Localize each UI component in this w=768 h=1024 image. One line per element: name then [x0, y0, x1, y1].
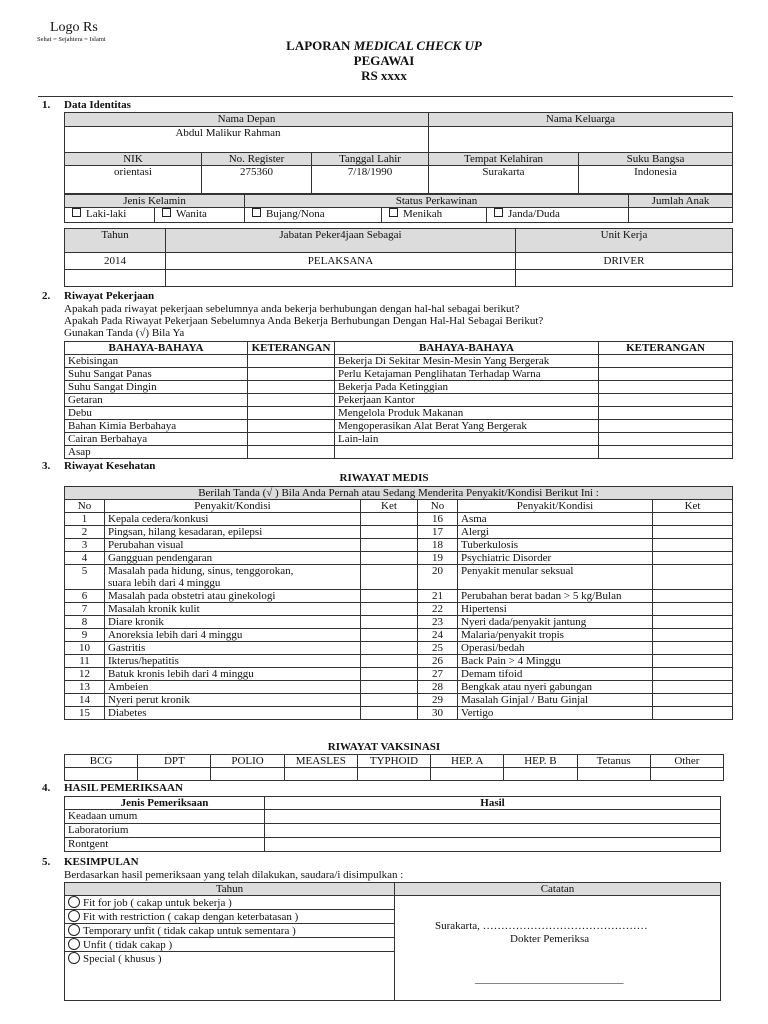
hazard-left-keterangan[interactable] [248, 420, 335, 433]
label-nik: NIK [65, 153, 202, 166]
condition-ket[interactable] [653, 668, 733, 681]
header-tahun: Tahun [65, 883, 395, 896]
table-row [65, 824, 721, 838]
condition-name [105, 590, 361, 603]
condition-no: 16 [418, 513, 458, 526]
medical-history-title: RIWAYAT MEDIS [339, 472, 429, 484]
hazard-right-keterangan[interactable] [599, 381, 733, 394]
condition-ket[interactable] [653, 513, 733, 526]
hazard-left-keterangan[interactable] [248, 407, 335, 420]
condition-name: Tuberkulosis [458, 539, 653, 552]
identity-status-table [64, 194, 733, 223]
hazard-right-item: Bekerja Di Sekitar Mesin-Mesin Yang Bergerak [335, 355, 599, 368]
condition-no: 6 [65, 590, 105, 603]
condition-name [105, 603, 361, 616]
hazard-right-item: Mengelola Produk Makanan [335, 407, 599, 420]
hazard-right-item: Pekerjaan Kantor [335, 394, 599, 407]
table-row [65, 552, 733, 565]
condition-no: 15 [65, 707, 105, 720]
title-plain: LAPORAN [286, 38, 354, 53]
hazard-left-item: Debu [65, 407, 248, 420]
condition-name: Bengkak atau nyeri gabungan [458, 681, 653, 694]
header-hasil: Hasil [265, 797, 721, 810]
value-tanggal-lahir[interactable]: 7/18/1990 [312, 166, 429, 194]
vaccination-title: RIWAYAT VAKSINASI [327, 741, 441, 753]
condition-ket[interactable] [361, 590, 418, 603]
hazard-right-keterangan[interactable] [599, 355, 733, 368]
hazard-left-item: Cairan Berbahaya [65, 433, 248, 446]
condition-ket[interactable] [361, 629, 418, 642]
condition-name-line: Diabetes [108, 707, 147, 719]
label-tempat-kelahiran: Tempat Kelahiran [429, 153, 579, 166]
identity-detail-table [64, 152, 733, 194]
table-row [65, 368, 733, 381]
vaccination-table [64, 754, 724, 781]
vaccine-name: TYPHOID [357, 755, 430, 768]
condition-ket[interactable] [653, 629, 733, 642]
condition-no: 22 [418, 603, 458, 616]
report-title [0, 38, 768, 54]
condition-no: 3 [65, 539, 105, 552]
condition-ket[interactable] [653, 552, 733, 565]
exam-result[interactable] [265, 810, 721, 824]
option-menikah[interactable] [382, 208, 487, 223]
vaccine-name: HEP. A [431, 755, 504, 768]
option-label: Wanita [176, 208, 207, 220]
value-suku-bangsa[interactable]: Indonesia [579, 166, 733, 194]
table-row [65, 446, 733, 459]
table-row [65, 407, 733, 420]
exam-result[interactable] [265, 824, 721, 838]
condition-name-line: Masalah pada hidung, sinus, tenggorokan, [108, 565, 294, 577]
condition-no: 20 [418, 565, 458, 590]
condition-name-line: Batuk kronis lebih dari 4 minggu [108, 668, 254, 680]
hazard-right-item: Mengoperasikan Alat Berat Yang Bergerak [335, 420, 599, 433]
vaccine-name: Other [650, 755, 723, 768]
option-label: Bujang/Nona [266, 208, 325, 220]
section-title: Data Identitas [64, 99, 131, 111]
label-no-register: No. Register [202, 153, 312, 166]
vaccine-value[interactable] [650, 768, 723, 781]
value-jabatan[interactable]: PELAKSANA [166, 253, 516, 270]
condition-ket[interactable] [653, 603, 733, 616]
hazard-left-item: Asap [65, 446, 248, 459]
condition-ket[interactable] [653, 681, 733, 694]
header-no-left: No [65, 500, 105, 513]
condition-name: Operasi/bedah [458, 642, 653, 655]
value-jumlah-anak[interactable] [629, 208, 733, 223]
hazard-left-item: Getaran [65, 394, 248, 407]
condition-no: 19 [418, 552, 458, 565]
condition-name-line: Anoreksia lebih dari 4 minggu [108, 629, 243, 641]
header-penyakit-right: Penyakit/Kondisi [458, 500, 653, 513]
condition-no: 12 [65, 668, 105, 681]
condition-name-line: Kepala cedera/konkusi [108, 513, 209, 525]
condition-ket[interactable] [361, 616, 418, 629]
condition-name [105, 681, 361, 694]
table-row [65, 590, 733, 603]
condition-no: 27 [418, 668, 458, 681]
vaccine-name: POLIO [211, 755, 284, 768]
condition-ket[interactable] [361, 642, 418, 655]
hazard-right-keterangan[interactable] [599, 433, 733, 446]
condition-name: Nyeri dada/penyakit jantung [458, 616, 653, 629]
table-row [65, 513, 733, 526]
radio-circle[interactable] [68, 952, 80, 964]
condition-no: 23 [418, 616, 458, 629]
condition-ket[interactable] [361, 539, 418, 552]
hospital-name: RS xxxx [361, 68, 407, 83]
condition-ket[interactable] [653, 539, 733, 552]
condition-name: Hipertensi [458, 603, 653, 616]
condition-name-line: Diare kronik [108, 616, 164, 628]
instruction-check: Gunakan Tanda (√) Bila Ya [64, 327, 185, 339]
condition-ket[interactable] [361, 565, 418, 590]
value-jabatan-2[interactable] [166, 270, 516, 287]
hazard-left-item: Kebisingan [65, 355, 248, 368]
hazard-right-item: Lain-lain [335, 433, 599, 446]
condition-name: Demam tifoid [458, 668, 653, 681]
hazard-right-item: Perlu Ketajaman Penglihatan Terhadap Warna [335, 368, 599, 381]
label-tahun: Tahun [65, 229, 166, 253]
condition-name: Penyakit menular seksual [458, 565, 653, 590]
table-row [65, 603, 733, 616]
table-row [65, 394, 733, 407]
section-title: Riwayat Pekerjaan [64, 290, 155, 302]
vaccine-value[interactable] [504, 768, 577, 781]
condition-name [105, 668, 361, 681]
option-label: Fit with restriction ( cakap dengan keterbatasan ) [83, 911, 299, 923]
radio-circle[interactable] [68, 910, 80, 922]
value-unit-kerja[interactable]: DRIVER [516, 253, 733, 270]
condition-name [105, 513, 361, 526]
condition-name-line: Perubahan visual [108, 539, 184, 551]
table-row [65, 694, 733, 707]
checkbox[interactable] [162, 208, 171, 217]
exam-result-table [64, 796, 721, 852]
condition-name-line: Pingsan, hilang kesadaran, epilepsi [108, 526, 263, 538]
vaccine-value[interactable] [577, 768, 650, 781]
label-suku-bangsa: Suku Bangsa [579, 153, 733, 166]
section-title: KESIMPULAN [64, 856, 139, 868]
condition-no: 21 [418, 590, 458, 603]
condition-name: Psychiatric Disorder [458, 552, 653, 565]
condition-no: 5 [65, 565, 105, 590]
conclusion-option[interactable] [65, 924, 394, 938]
checkbox[interactable] [494, 208, 503, 217]
condition-name [105, 642, 361, 655]
hospital-logo: Logo Rs [50, 20, 98, 35]
condition-ket[interactable] [361, 707, 418, 720]
condition-no: 10 [65, 642, 105, 655]
section-number: 1. [42, 99, 51, 111]
table-row [65, 838, 721, 852]
label-nama-keluarga: Nama Keluarga [429, 113, 733, 127]
header-penyakit-left: Penyakit/Kondisi [105, 500, 361, 513]
vaccine-value[interactable] [357, 768, 430, 781]
header-ket-left: Ket [361, 500, 418, 513]
header-keterangan-right: KETERANGAN [599, 342, 733, 355]
vaccine-value[interactable] [211, 768, 284, 781]
vaccine-name: BCG [65, 755, 138, 768]
checkbox[interactable] [72, 208, 81, 217]
condition-name-line: Masalah pada obstetri atau ginekologi [108, 590, 276, 602]
condition-name [105, 616, 361, 629]
table-row [65, 539, 733, 552]
hazard-left-item: Suhu Sangat Panas [65, 368, 248, 381]
signature-line: ___________________________ [475, 973, 624, 985]
hazard-left-keterangan[interactable] [248, 394, 335, 407]
section-number: 3. [42, 460, 51, 472]
value-tempat-kelahiran[interactable]: Surakarta [429, 166, 579, 194]
table-row [65, 433, 733, 446]
header-catatan: Catatan [395, 883, 721, 896]
condition-ket[interactable] [361, 668, 418, 681]
header-keterangan-left: KETERANGAN [248, 342, 335, 355]
condition-name-line: Gangguan pendengaran [108, 552, 213, 564]
section-number: 4. [42, 782, 51, 794]
doctor-label: Dokter Pemeriksa [510, 933, 590, 945]
condition-name: Alergi [458, 526, 653, 539]
exam-type: Laboratorium [65, 824, 265, 838]
condition-ket[interactable] [653, 642, 733, 655]
value-tahun[interactable]: 2014 [65, 253, 166, 270]
hazard-right-keterangan[interactable] [599, 446, 733, 459]
question-2: Apakah Pada Riwayat Pekerjaan Sebelumnya Anda Bekerja Berhubungan Dengan Hal-Hal Sebagai Berikut? [64, 315, 544, 327]
vaccine-name: Tetanus [577, 755, 650, 768]
vaccine-value[interactable] [138, 768, 211, 781]
table-row [65, 565, 733, 590]
header-jenis-pemeriksaan: Jenis Pemeriksaan [65, 797, 265, 810]
vaccine-value[interactable] [431, 768, 504, 781]
header-bahaya-right: BAHAYA-BAHAYA [335, 342, 599, 355]
condition-name [105, 694, 361, 707]
hazard-left-keterangan[interactable] [248, 355, 335, 368]
section-number: 2. [42, 290, 51, 302]
radio-circle[interactable] [68, 896, 80, 908]
condition-no: 29 [418, 694, 458, 707]
vaccine-name: DPT [138, 755, 211, 768]
condition-ket[interactable] [653, 526, 733, 539]
condition-ket[interactable] [361, 526, 418, 539]
exam-type: Rontgent [65, 838, 265, 852]
table-row [65, 629, 733, 642]
radio-circle[interactable] [68, 924, 80, 936]
value-tahun-2[interactable] [65, 270, 166, 287]
condition-no: 26 [418, 655, 458, 668]
condition-no: 9 [65, 629, 105, 642]
header-ket-right: Ket [653, 500, 733, 513]
condition-name: Malaria/penyakit tropis [458, 629, 653, 642]
condition-name-line: Gastritis [108, 642, 146, 654]
hazard-left-item: Suhu Sangat Dingin [65, 381, 248, 394]
medical-instruction: Berilah Tanda (√ ) Bila Anda Pernah atau Sedang Menderita Penyakit/Kondisi Berikut Ini : [65, 487, 733, 500]
condition-ket[interactable] [653, 707, 733, 720]
label-jenis-kelamin: Jenis Kelamin [65, 195, 245, 208]
table-row [65, 526, 733, 539]
condition-ket[interactable] [653, 694, 733, 707]
identity-job-table [64, 228, 733, 287]
identity-name-table [64, 112, 733, 153]
condition-name-line: Ikterus/hepatitis [108, 655, 179, 667]
condition-no: 7 [65, 603, 105, 616]
table-row [65, 381, 733, 394]
question-1: Apakah pada riwayat pekerjaan sebelumnya anda bekerja berhubungan dengan hal-hal sebagai berikut? [64, 303, 520, 315]
option-label: Special ( khusus ) [83, 953, 162, 965]
condition-name [105, 526, 361, 539]
option-label: Temporary unfit ( tidak cakap untuk sementara ) [83, 925, 296, 937]
condition-name: Masalah Ginjal / Batu Ginjal [458, 694, 653, 707]
label-jabatan: Jabatan Peker4jaan Sebagai [166, 229, 516, 253]
condition-ket[interactable] [653, 655, 733, 668]
hazard-right-item [335, 446, 599, 459]
condition-ket[interactable] [653, 590, 733, 603]
label-jumlah-anak: Jumlah Anak [629, 195, 733, 208]
place-date-line: Surakarta, ……………………………………… [435, 920, 648, 932]
condition-no: 1 [65, 513, 105, 526]
vaccine-name: MEASLES [284, 755, 357, 768]
value-nama-keluarga[interactable] [429, 127, 733, 153]
title-italic: MEDICAL CHECK UP [353, 38, 482, 53]
condition-ket[interactable] [361, 552, 418, 565]
condition-no: 4 [65, 552, 105, 565]
condition-ket[interactable] [361, 655, 418, 668]
table-row [65, 681, 733, 694]
condition-name [105, 539, 361, 552]
radio-circle[interactable] [68, 938, 80, 950]
hazard-right-keterangan[interactable] [599, 368, 733, 381]
label-status-perkawinan: Status Perkawinan [245, 195, 629, 208]
condition-no: 28 [418, 681, 458, 694]
exam-result[interactable] [265, 838, 721, 852]
condition-name: Asma [458, 513, 653, 526]
label-tanggal-lahir: Tanggal Lahir [312, 153, 429, 166]
condition-no: 25 [418, 642, 458, 655]
conclusion-option[interactable] [65, 910, 394, 924]
vaccine-name: HEP. B [504, 755, 577, 768]
medical-history-table [64, 486, 733, 720]
hospital-tagline: Sehat = Sejahtera = Islami [37, 36, 106, 43]
table-row [65, 810, 721, 824]
option-label: Menikah [403, 208, 443, 220]
option-label: Unfit ( tidak cakap ) [83, 939, 173, 951]
condition-name [105, 552, 361, 565]
value-nama-depan[interactable]: Abdul Malikur Rahman [65, 127, 429, 153]
condition-no: 24 [418, 629, 458, 642]
checkbox[interactable] [252, 208, 261, 217]
option-bujang[interactable] [245, 208, 382, 223]
hazard-right-keterangan[interactable] [599, 407, 733, 420]
conclusion-option[interactable] [65, 938, 394, 952]
condition-no: 8 [65, 616, 105, 629]
conclusion-option[interactable] [65, 896, 394, 910]
vaccine-value[interactable] [284, 768, 357, 781]
condition-no: 14 [65, 694, 105, 707]
checkbox[interactable] [389, 208, 398, 217]
condition-no: 30 [418, 707, 458, 720]
condition-name-line: Nyeri perut kronik [108, 694, 190, 706]
section-title: Riwayat Kesehatan [64, 460, 156, 472]
hazard-left-keterangan[interactable] [248, 368, 335, 381]
table-row [65, 420, 733, 433]
condition-name: Back Pain > 4 Minggu [458, 655, 653, 668]
hazard-right-keterangan[interactable] [599, 420, 733, 433]
condition-ket[interactable] [361, 694, 418, 707]
label-nama-depan: Nama Depan [65, 113, 429, 127]
conclusion-intro: Berdasarkan hasil pemeriksaan yang telah dilakukan, saudara/i disimpulkan : [64, 869, 404, 881]
condition-ket[interactable] [361, 513, 418, 526]
header-bahaya-left: BAHAYA-BAHAYA [65, 342, 248, 355]
condition-name-line: Masalah kronik kulit [108, 603, 200, 615]
conclusion-notes[interactable] [395, 896, 721, 1001]
conclusion-option[interactable] [65, 952, 394, 965]
vaccine-value[interactable] [65, 768, 138, 781]
value-no-register[interactable]: 275360 [202, 166, 312, 194]
value-unit-kerja-2[interactable] [516, 270, 733, 287]
option-janda[interactable] [487, 208, 629, 223]
condition-name [105, 707, 361, 720]
condition-no: 13 [65, 681, 105, 694]
condition-name-line: Ambeien [108, 681, 149, 693]
option-wanita[interactable] [155, 208, 245, 223]
table-row [65, 655, 733, 668]
label-unit-kerja: Unit Kerja [516, 229, 733, 253]
hazard-left-item: Bahan Kimia Berbahaya [65, 420, 248, 433]
table-row [65, 668, 733, 681]
condition-name [105, 565, 361, 590]
option-laki-laki[interactable] [65, 208, 155, 223]
hazard-right-item: Bekerja Pada Ketinggian [335, 381, 599, 394]
condition-ket[interactable] [361, 603, 418, 616]
condition-ket[interactable] [653, 616, 733, 629]
table-row [65, 616, 733, 629]
condition-ket[interactable] [653, 565, 733, 590]
condition-no: 17 [418, 526, 458, 539]
header-divider [38, 96, 733, 97]
exam-type: Keadaan umum [65, 810, 265, 824]
condition-name: Perubahan berat badan > 5 kg/Bulan [458, 590, 653, 603]
conclusion-options [65, 896, 395, 1001]
condition-no: 11 [65, 655, 105, 668]
condition-name-line: suara lebih dari 4 minggu [108, 577, 221, 589]
condition-no: 18 [418, 539, 458, 552]
section-title: HASIL PEMERIKSAAN [64, 782, 183, 794]
condition-name [105, 629, 361, 642]
hazard-left-keterangan[interactable] [248, 433, 335, 446]
table-row [65, 355, 733, 368]
report-subtitle: PEGAWAI [353, 53, 415, 68]
option-label: Laki-laki [86, 208, 127, 220]
job-hazard-table [64, 341, 733, 459]
hazard-left-keterangan[interactable] [248, 381, 335, 394]
condition-name [105, 655, 361, 668]
section-number: 5. [42, 856, 51, 868]
condition-no: 2 [65, 526, 105, 539]
header-no-right: No [418, 500, 458, 513]
hazard-right-keterangan[interactable] [599, 394, 733, 407]
option-label: Janda/Duda [508, 208, 560, 220]
condition-name: Vertigo [458, 707, 653, 720]
conclusion-table [64, 882, 721, 1001]
table-row [65, 707, 733, 720]
condition-ket[interactable] [361, 681, 418, 694]
value-nik[interactable]: orientasi [65, 166, 202, 194]
table-row [65, 642, 733, 655]
hazard-left-keterangan[interactable] [248, 446, 335, 459]
option-label: Fit for job ( cakap untuk bekerja ) [83, 897, 232, 909]
